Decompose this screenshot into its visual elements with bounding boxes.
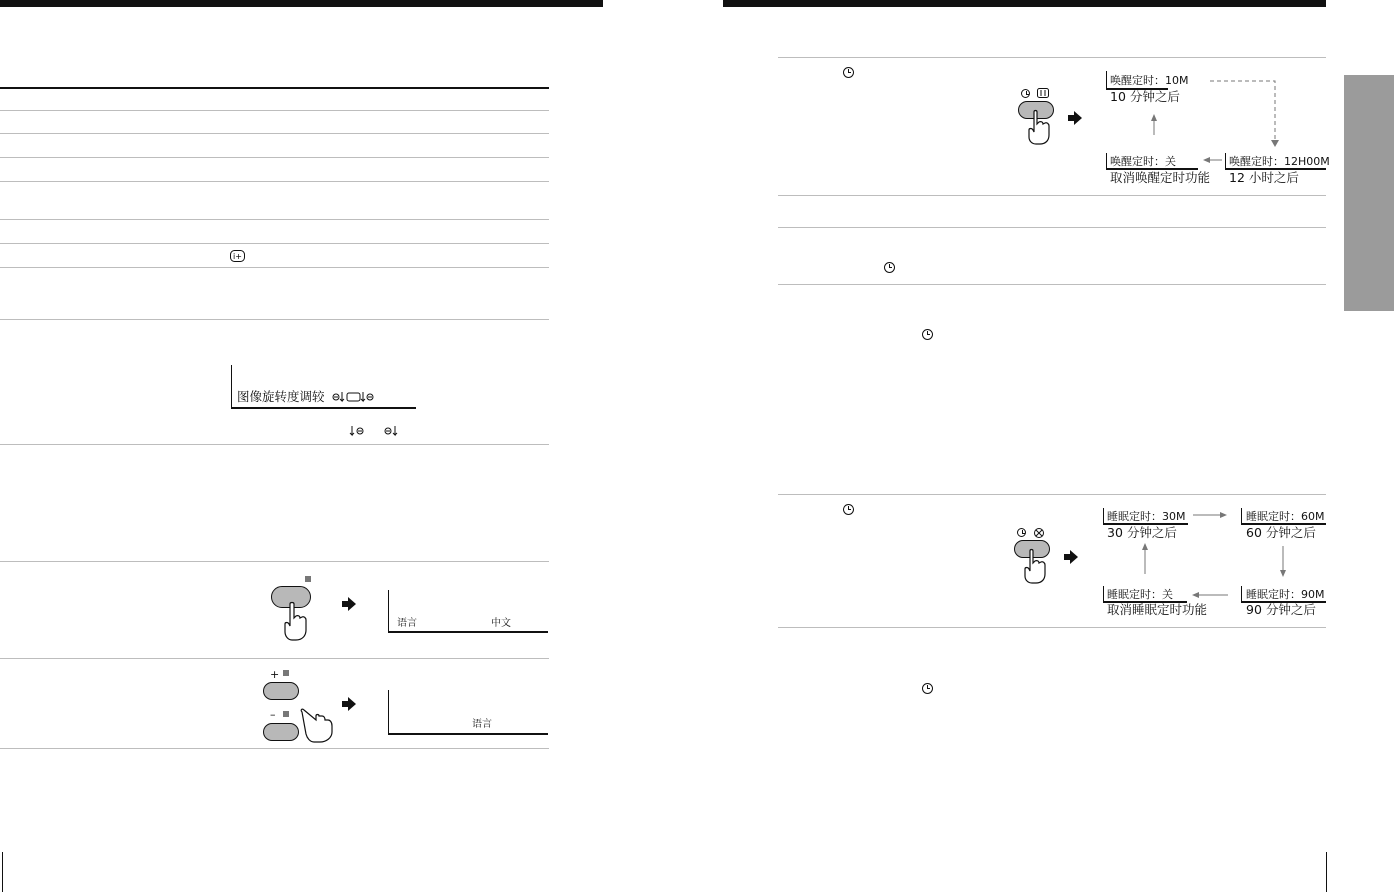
row-rule: [0, 267, 549, 268]
sleep-60-label: 睡眠定时：60M: [1246, 510, 1325, 523]
row-rule: [778, 627, 1326, 628]
language-menu-left-edge: [388, 590, 389, 632]
clock-icon: [843, 504, 854, 515]
row-rule: [0, 748, 549, 749]
wake-10-label: 唤醒定时：10M: [1110, 74, 1189, 87]
row-rule: [0, 243, 549, 244]
wake-off-label: 唤醒定时：关: [1110, 155, 1176, 168]
sleep-90-desc: 90 分钟之后: [1246, 602, 1316, 617]
row-rule: [0, 110, 549, 111]
sleep-flow-arrows: [1140, 510, 1290, 600]
language-menu-left-edge: [388, 690, 389, 734]
clock-icon: [1021, 89, 1030, 98]
language-value: 中文: [491, 618, 511, 629]
sleep-off-label: 睡眠定时：关: [1107, 588, 1173, 601]
wake-12-label: 唤醒定时：12H00M: [1229, 155, 1330, 168]
arrow-right-icon: [1064, 550, 1078, 564]
row-rule: [778, 284, 1326, 285]
wake-off-desc: 取消唤醒定时功能: [1110, 170, 1211, 185]
row-rule: [778, 494, 1326, 495]
wake-icon: [1037, 88, 1049, 98]
wake-12-desc: 12 小时之后: [1229, 170, 1299, 185]
right-header-bar: [723, 0, 1326, 7]
row-rule: [0, 181, 549, 182]
plus-button-marker: [283, 670, 289, 676]
clock-icon: [1017, 528, 1026, 537]
hand-press-icon: [1022, 549, 1048, 585]
arrow-right-icon: [1068, 111, 1082, 125]
rotate-menu-left-edge: [231, 365, 232, 408]
side-tab: [1344, 75, 1394, 311]
wake-flow-arrows: [1140, 80, 1280, 165]
minus-button-marker: [283, 711, 289, 717]
row-rule: [0, 133, 549, 134]
minus-label: –: [270, 708, 276, 721]
clock-icon: [922, 683, 933, 694]
plus-label: +: [270, 668, 280, 681]
sleep-90-label: 睡眠定时：90M: [1246, 588, 1325, 601]
row-rule: [0, 319, 549, 320]
rotate-menu-bottom-edge: [231, 407, 416, 409]
right-margin-mark: [1326, 852, 1327, 892]
hand-press-icon: [300, 708, 336, 744]
clock-icon: [884, 262, 895, 273]
svg-text:i+: i+: [233, 252, 242, 261]
language-label: 语言: [472, 719, 492, 730]
wake-10-left-edge: [1106, 71, 1107, 89]
wake-off-left-edge: [1106, 153, 1107, 169]
row-rule: [0, 658, 549, 659]
row-rule: [0, 444, 549, 445]
language-label: 语言: [397, 618, 417, 629]
hand-press-icon: [1026, 110, 1052, 146]
row-rule: [778, 227, 1326, 228]
hand-press-icon: [282, 602, 310, 642]
rotate-left-icon: [384, 425, 400, 437]
sleep-off-desc: 取消睡眠定时功能: [1107, 602, 1208, 617]
table-top-rule: [0, 87, 549, 89]
left-header-bar: [0, 0, 603, 7]
row-rule: [778, 195, 1326, 196]
rotate-symbols-icon: [332, 391, 380, 403]
arrow-right-icon: [342, 697, 356, 711]
clock-icon: [922, 329, 933, 340]
language-menu-bottom-edge: [388, 733, 548, 735]
row-rule: [778, 57, 1326, 58]
sleep-30-left-edge: [1103, 508, 1104, 524]
sleep-60-desc: 60 分钟之后: [1246, 525, 1316, 540]
language-menu-bottom-edge: [388, 631, 548, 633]
plus-button[interactable]: [263, 682, 299, 700]
sleep-off-left-edge: [1103, 586, 1104, 602]
info-icon: [230, 250, 245, 262]
row-rule: [0, 219, 549, 220]
wake-10-desc: 10 分钟之后: [1110, 89, 1180, 104]
left-margin-mark: [2, 852, 3, 892]
sleep-30-label: 睡眠定时：30M: [1107, 510, 1186, 523]
sleep-30-desc: 30 分钟之后: [1107, 525, 1177, 540]
menu-button-marker: [305, 576, 311, 582]
minus-button[interactable]: [263, 723, 299, 741]
sleep-icon: [1034, 528, 1044, 538]
clock-icon: [843, 67, 854, 78]
row-rule: [0, 561, 549, 562]
rotate-right-icon: [349, 425, 365, 437]
row-rule: [0, 157, 549, 158]
arrow-right-icon: [342, 597, 356, 611]
rotate-menu-label: 图像旋转度调较: [237, 389, 325, 404]
